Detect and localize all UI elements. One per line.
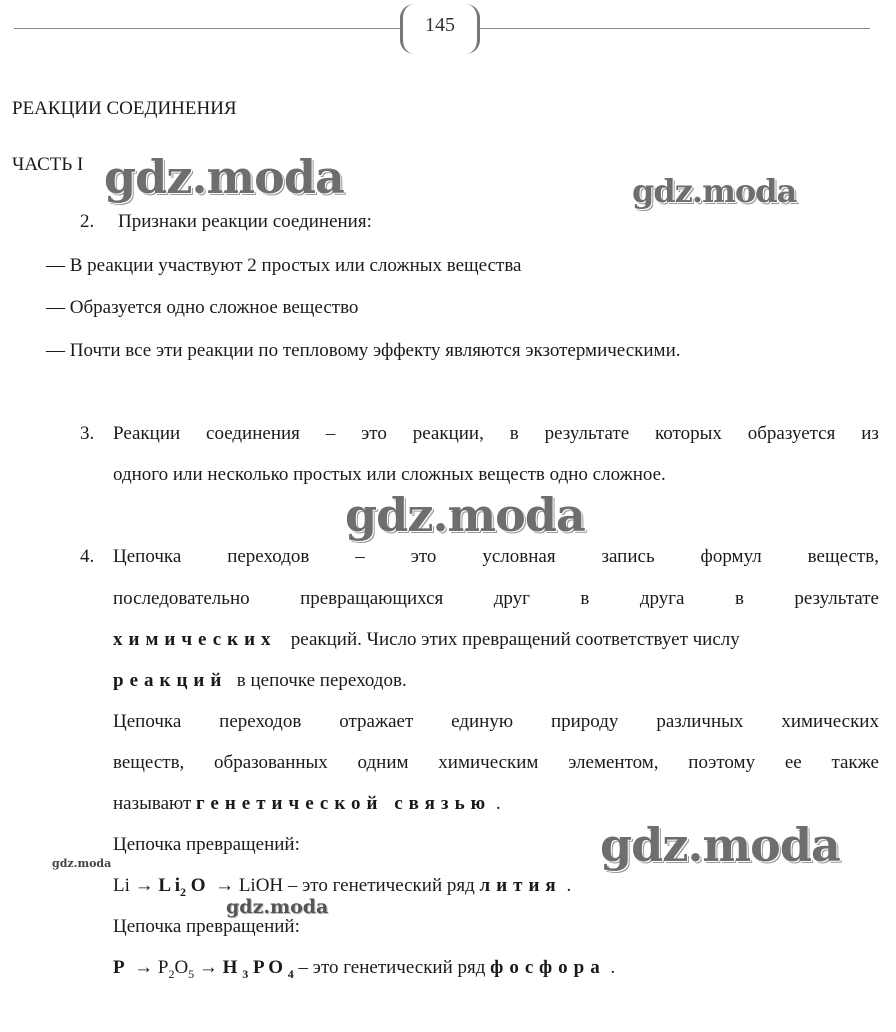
- word: Реакции: [113, 423, 181, 444]
- word: –: [355, 546, 365, 567]
- chain2-text: – это генетический ряд: [293, 957, 491, 978]
- word: результате: [794, 588, 879, 609]
- formula-li2o: [158, 875, 206, 899]
- formula-part: H: [222, 957, 238, 978]
- item4-line-3-rest: реакций. Число этих превращений соответствует числу: [290, 629, 740, 650]
- chain1-label: Цепочка превращений:: [113, 834, 300, 855]
- item4-line-1: [113, 546, 879, 568]
- element-phosphorus: фосфора: [490, 957, 606, 978]
- subscript: 3: [242, 966, 249, 981]
- watermark-logo: gdz.moda: [345, 488, 585, 542]
- word: последовательно: [113, 588, 250, 609]
- bold-term-chemical: химических: [113, 629, 277, 650]
- item4-para2-line-2: [113, 752, 879, 774]
- formula-li: Li: [113, 875, 130, 896]
- item4-para2-line-1: [113, 711, 879, 733]
- item4-number: 4.: [80, 546, 95, 567]
- bold-term-reactions: реакций: [113, 670, 228, 691]
- chain1-formula: [113, 875, 571, 900]
- formula-part: O: [190, 875, 206, 896]
- word: поэтому: [688, 752, 756, 773]
- item4-line-4-rest: в цепочке переходов.: [236, 670, 407, 691]
- arrow-icon: →: [134, 957, 154, 978]
- item2-bullet-3: — Почти все эти реакции по тепловому эффекту являются экзотермическими.: [46, 340, 681, 361]
- subscript: 2: [180, 884, 187, 899]
- word: реакции,: [412, 423, 484, 444]
- formula-part: P: [157, 957, 169, 978]
- element-lithium: лития: [479, 875, 562, 896]
- watermark-logo: gdz.moda: [52, 857, 112, 870]
- word: одним: [357, 752, 409, 773]
- item4-line-3: [113, 629, 740, 651]
- formula-part: O: [174, 957, 189, 978]
- word: превращающихся: [300, 588, 444, 609]
- word: Цепочка: [113, 711, 182, 732]
- watermark-logo: gdz.moda: [226, 896, 329, 918]
- item4-line-4: [113, 670, 407, 692]
- formula-h3po4: [222, 957, 294, 981]
- part-label: ЧАСТЬ I: [12, 154, 84, 175]
- word: из: [861, 423, 879, 444]
- subscript: 2: [168, 966, 175, 981]
- period: .: [495, 793, 501, 814]
- word: веществ,: [807, 546, 879, 567]
- arrow-icon: →: [198, 957, 218, 978]
- section-title: РЕАКЦИИ СОЕДИНЕНИЯ: [12, 98, 237, 119]
- word: условная: [482, 546, 556, 567]
- word: переходов: [227, 546, 310, 567]
- period: .: [566, 875, 572, 896]
- word: в: [734, 588, 744, 609]
- arrow-icon: →: [215, 875, 235, 896]
- subscript: 4: [287, 966, 294, 981]
- word: запись: [601, 546, 655, 567]
- word: результате: [544, 423, 630, 444]
- word: формул: [700, 546, 762, 567]
- word: в: [580, 588, 590, 609]
- word: соединения: [206, 423, 300, 444]
- subscript: 5: [188, 966, 195, 981]
- formula-p2o5: [157, 957, 195, 981]
- word: друга: [639, 588, 685, 609]
- word: природу: [550, 711, 619, 732]
- word: образуется: [747, 423, 836, 444]
- word: это: [361, 423, 387, 444]
- item2-heading: Признаки реакции соединения:: [118, 211, 372, 232]
- item3-line-1: [113, 423, 879, 445]
- watermark-logo: gdz.moda: [600, 818, 840, 872]
- formula-p: P: [113, 957, 125, 978]
- word: веществ,: [113, 752, 185, 773]
- word: единую: [451, 711, 514, 732]
- formula-lioh: LiOH: [238, 875, 284, 896]
- watermark-logo: gdz.moda: [104, 150, 344, 204]
- word: ее: [784, 752, 802, 773]
- item3-line-2: одного или несколько простых или сложных веществ одно сложное.: [113, 464, 666, 485]
- word: отражает: [339, 711, 414, 732]
- word: друг: [493, 588, 530, 609]
- bold-term-genetic-link: генетической связью: [196, 793, 492, 814]
- item2-bullet-1: — В реакции участвуют 2 простых или сложных вещества: [46, 255, 522, 276]
- item2-number: 2.: [80, 211, 95, 232]
- called-word: называют: [113, 793, 192, 814]
- word: которых: [655, 423, 722, 444]
- word: переходов: [219, 711, 302, 732]
- word: химическим: [438, 752, 539, 773]
- word: элементом,: [568, 752, 659, 773]
- word: различных: [656, 711, 744, 732]
- word: Цепочка: [113, 546, 182, 567]
- word: –: [325, 423, 336, 444]
- word: химических: [781, 711, 879, 732]
- watermark-logo: gdz.moda: [632, 172, 797, 210]
- chain2-formula: [113, 957, 615, 982]
- header-rule-right: [480, 28, 870, 29]
- chain1-text: – это генетический ряд: [283, 875, 480, 896]
- word: в: [509, 423, 519, 444]
- item2-bullet-2: — Образуется одно сложное вещество: [46, 297, 359, 318]
- word: также: [831, 752, 879, 773]
- word: образованных: [214, 752, 328, 773]
- formula-part: L i: [158, 875, 181, 896]
- chain2-label: Цепочка превращений:: [113, 916, 300, 937]
- period: .: [610, 957, 616, 978]
- item4-para2-line-3: [113, 793, 501, 815]
- formula-part: P O: [252, 957, 284, 978]
- header-rule-left: [14, 28, 400, 29]
- word: это: [410, 546, 437, 567]
- item4-line-2: [113, 588, 879, 610]
- item3-number: 3.: [80, 423, 95, 444]
- page-number: 145: [400, 4, 480, 54]
- arrow-icon: →: [134, 875, 154, 896]
